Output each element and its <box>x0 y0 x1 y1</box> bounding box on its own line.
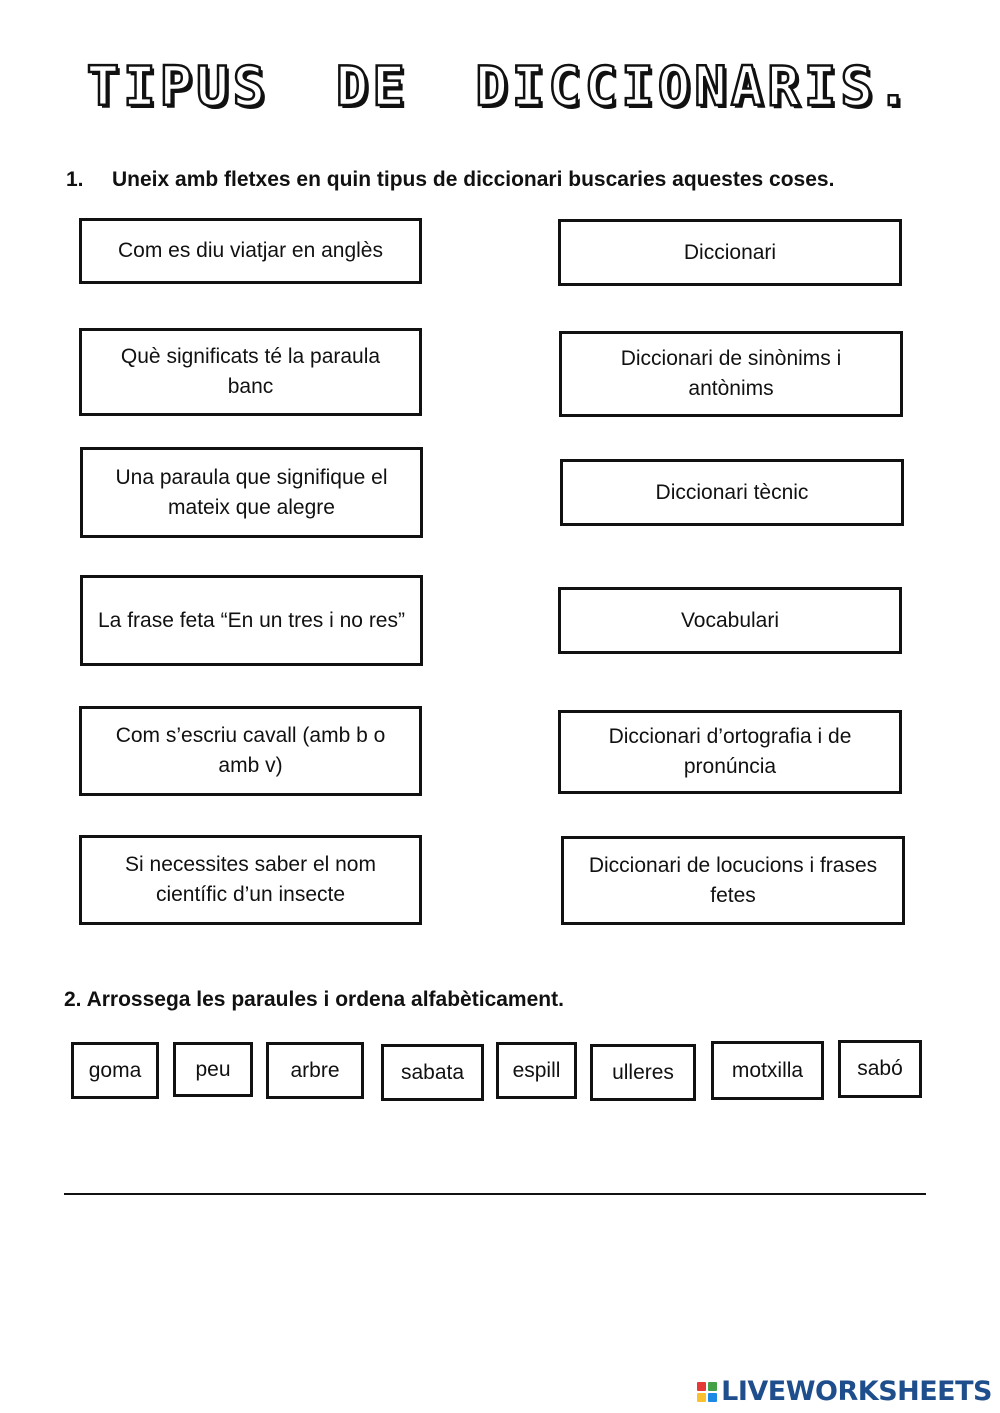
left-item-synonym[interactable]: Una paraula que signifique el mateix que alegre <box>80 447 423 538</box>
word-tile-ulleres[interactable]: ulleres <box>590 1044 696 1101</box>
word-tile-peu[interactable]: peu <box>173 1042 253 1097</box>
right-item-idioms-dictionary[interactable]: Diccionari de locucions i frases fetes <box>561 836 905 925</box>
right-item-spelling-dictionary[interactable]: Diccionari d’ortografia i de pronúncia <box>558 710 902 794</box>
logo-square-red <box>697 1382 706 1391</box>
left-item-translation[interactable]: Com es diu viatjar en anglès <box>79 218 422 284</box>
liveworksheets-logo <box>697 1376 992 1407</box>
right-item-dictionary[interactable]: Diccionari <box>558 219 902 286</box>
exercise-1-heading <box>66 168 834 192</box>
right-item-vocabulary[interactable]: Vocabulari <box>558 587 902 654</box>
word-tile-espill[interactable]: espill <box>496 1042 577 1099</box>
word-tile-arbre[interactable]: arbre <box>266 1042 364 1099</box>
exercise-2-instruction: 2. Arrossega les paraules i ordena alfabèticament. <box>64 988 564 1011</box>
word-tile-sabata[interactable]: sabata <box>381 1044 484 1101</box>
liveworksheets-icon <box>697 1382 717 1402</box>
answer-line[interactable] <box>64 1193 926 1195</box>
page-title: TIPUS DE DICCIONARIS. <box>86 55 914 118</box>
logo-square-blue <box>708 1393 717 1402</box>
left-item-scientific-name[interactable]: Si necessites saber el nom científic d’un insecte <box>79 835 422 925</box>
exercise-1-number: 1. <box>66 168 84 191</box>
logo-square-yellow <box>697 1393 706 1402</box>
right-item-synonyms-dictionary[interactable]: Diccionari de sinònims i antònims <box>559 331 903 417</box>
left-item-idiom[interactable]: La frase feta “En un tres i no res” <box>80 575 423 666</box>
left-item-spelling[interactable]: Com s’escriu cavall (amb b o amb v) <box>79 706 422 796</box>
liveworksheets-brand: LIVEWORKSHEETS <box>721 1376 992 1407</box>
word-tile-sabo[interactable]: sabó <box>838 1040 922 1098</box>
right-item-technical-dictionary[interactable]: Diccionari tècnic <box>560 459 904 526</box>
exercise-1-instruction: Uneix amb fletxes en quin tipus de diccionari buscaries aquestes coses. <box>112 168 835 191</box>
logo-square-green <box>708 1382 717 1391</box>
word-tile-goma[interactable]: goma <box>71 1042 159 1099</box>
left-item-meanings[interactable]: Què significats té la paraula banc <box>79 328 422 416</box>
word-tile-motxilla[interactable]: motxilla <box>711 1041 824 1100</box>
